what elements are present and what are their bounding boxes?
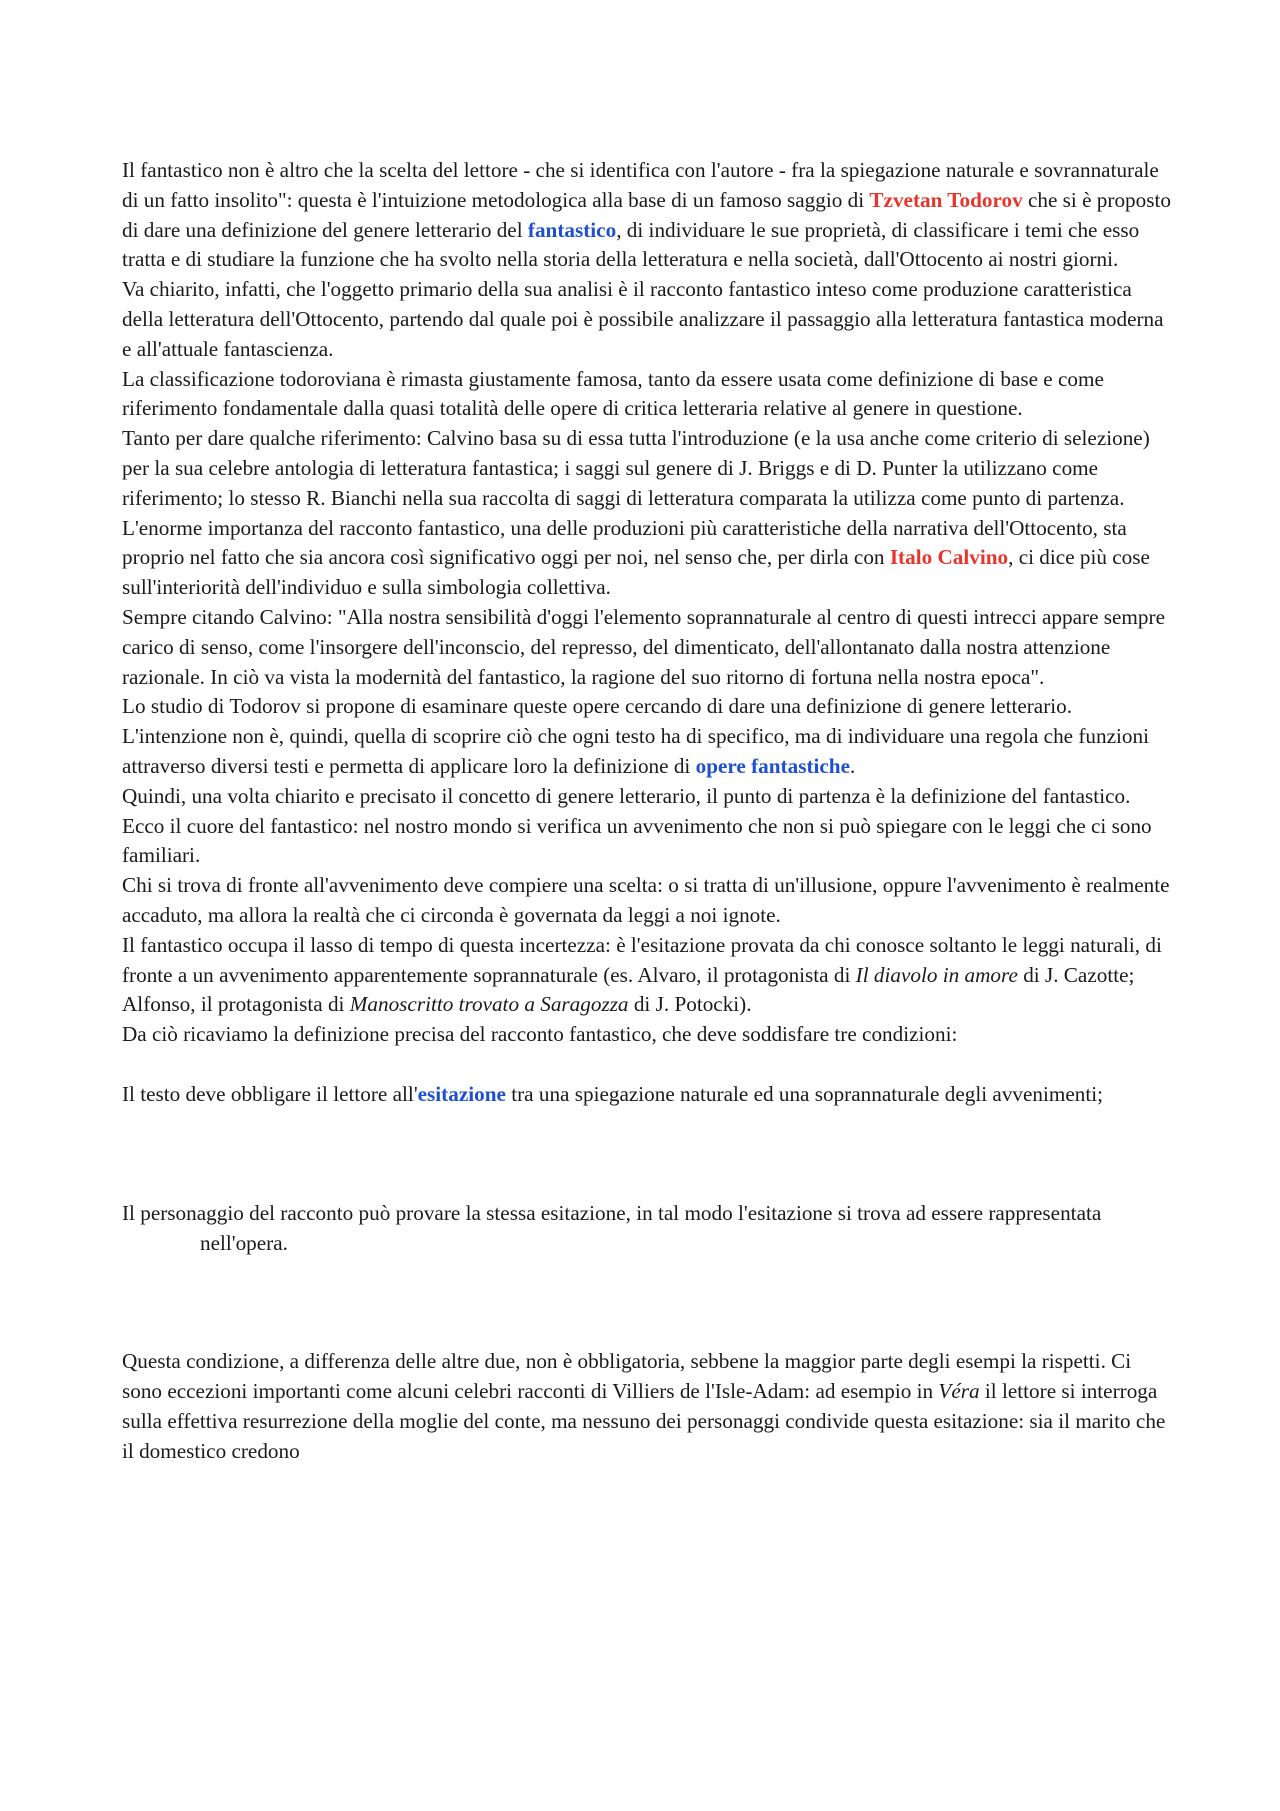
paragraph [122,514,1174,603]
text: Il testo deve obbligare il lettore all' [122,1081,418,1106]
text: che si è proposto di dare una definizione del genere letterario del [122,187,1171,242]
text: . [849,753,856,778]
text: Lo studio di Todorov si propone di esaminare queste opere cercando di dare una definizione di genere letterario. L'intenzione non è, quindi, quella di scoprire ciò che ogni testo ha di specifico, ma di individuare una regola che funzioni attraverso diversi testi e permetta di applicare loro la definizione di [122,694,1149,778]
book-title: Manoscritto trovato a Saragozza [349,992,629,1017]
text: il lettore si interroga sulla effettiva resurrezione della moglie del conte, ma nessuno dei personaggi condivide questa esitazione: sia il marito che il domestico credono [122,1379,1166,1463]
paragraph: Quindi, una volta chiarito e precisato il concetto di genere letterario, il punto di partenza è la definizione del fantastico. [122,783,1131,808]
link-opere-fantastiche[interactable]: opere fantastiche [695,753,850,778]
text: Il fantastico non è altro che la scelta del lettore - che si identifica con l'autore - fra la spiegazione naturale e sovrannaturale di un fatto insolito": questa è l'intuizione metodologica alla base di un famoso saggio di [122,158,1159,212]
text: Il fantastico occupa il lasso di tempo di questa incertezza: è l'esitazione provata da chi conosce soltanto le leggi naturali, di fronte a un avvenimento apparentemente soprannaturale (es. Alvaro, il protagonista di [122,932,1162,987]
text: , ci dice più cose sull'interiorità dell'individuo e sulla simbologia collettiva. [122,545,1150,600]
paragraph: Da ciò ricaviamo la definizione precisa del racconto fantastico, che deve soddisfare tre condizioni: [122,1022,958,1047]
paragraph: Chi si trova di fronte all'avvenimento deve compiere una scelta: o si tratta di un'illusione, oppure l'avvenimento è realmente accaduto, ma allora la realtà che ci circonda è governata da leggi a noi ignote. [122,873,1170,927]
link-esitazione[interactable]: esitazione [417,1081,506,1106]
book-title: Il diavolo in amore [855,962,1018,987]
paragraph: Va chiarito, infatti, che l'oggetto primario della sua analisi è il racconto fantastico inteso come produzione caratteristica della letteratura dell'Ottocento, partendo dal quale poi è possibile analizzare il passaggio alla letteratura fantastica moderna e all'attuale fantascienza. [122,277,1164,361]
text: L'enorme importanza del racconto fantastico, una delle produzioni più caratteristiche della narrativa dell'Ottocento, sta proprio nel fatto che sia ancora così significativo oggi per noi, nel senso che, per dirla con [122,515,1127,570]
paragraph [122,931,1174,1020]
link-italo-calvino[interactable]: Italo Calvino [889,545,1009,570]
paragraph [122,692,1174,781]
paragraph: La classificazione todoroviana è rimasta giustamente famosa, tanto da essere usata come definizione di base e come riferimento fondamentale dalla quasi totalità delle opere di critica letteraria relative al genere in questione. [122,366,1104,421]
book-title: Véra [938,1379,980,1404]
text: , di individuare le sue proprietà, di classificare i temi che esso tratta e di studiare la funzione che ha svolto nella storia della letteratura e nella società, dall'Ottocento ai nostri giorni. [122,217,1140,272]
list-item: Il personaggio del racconto può provare la stessa esitazione, in tal modo l'esitazione si trova ad essere rappresentata nell'opera. [122,1200,1102,1255]
text: di J. Cazotte; Alfonso, il protagonista di [122,962,1135,1017]
text: Questa condizione, a differenza delle altre due, non è obbligatoria, sebbene la maggior parte degli esempi la rispetti. Ci sono eccezioni importanti come alcuni celebri racconti di Villiers de l'Isle-Adam: ad esempio in [122,1349,1132,1404]
document-body [122,156,1174,1466]
paragraph [122,1347,1174,1466]
paragraph: Ecco il cuore del fantastico: nel nostro mondo si verifica un avvenimento che non si può spiegare con le leggi che ci sono familiari. [122,813,1152,868]
paragraph: Tanto per dare qualche riferimento: Calvino basa su di essa tutta l'introduzione (e la usa anche come criterio di selezione) per la sua celebre antologia di letteratura fantastica; i saggi sul genere di J. Briggs e di D. Punter la utilizzano come riferimento; lo stesso R. Bianchi nella sua raccolta di saggi di letteratura comparata la utilizza come punto di partenza. [122,426,1150,510]
link-fantastico[interactable]: fantastico [527,217,617,242]
paragraph: Sempre citando Calvino: "Alla nostra sensibilità d'oggi l'elemento soprannaturale al centro di questi intrecci appare sempre carico di senso, come l'insorgere dell'inconscio, del represso, del dimenticato, dell'allontanato dalla nostra attenzione razionale. In ciò va vista la modernità del fantastico, la ragione del suo ritorno di fortuna nella nostra epoca". [122,604,1165,689]
text: tra una spiegazione naturale ed una soprannaturale degli avvenimenti; [505,1081,1104,1106]
paragraph [122,156,1174,275]
list-item [122,1080,1174,1110]
link-tzvetan-todorov[interactable]: Tzvetan Todorov [869,187,1023,212]
text: di J. Potocki). [628,992,752,1017]
